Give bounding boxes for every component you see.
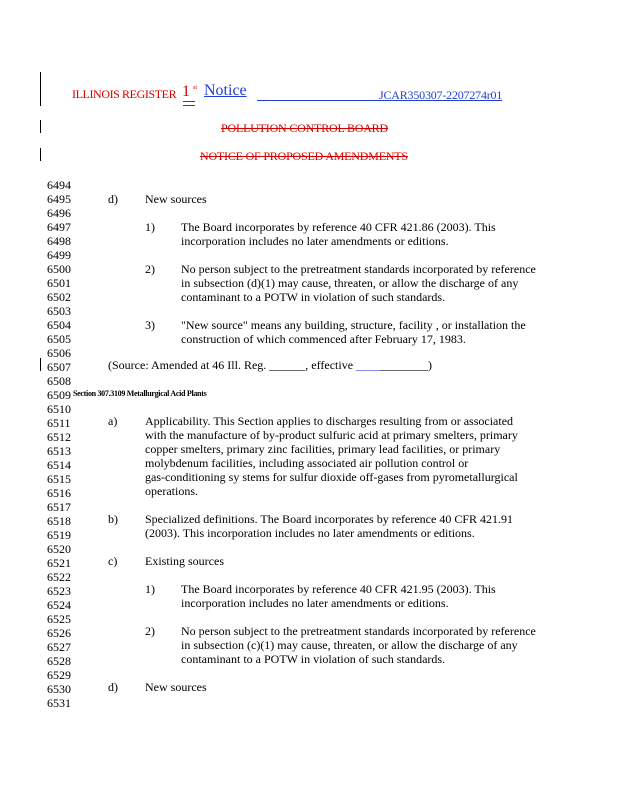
subsection-title: Existing sources — [145, 554, 224, 568]
document-id: JCAR350307-2207274r01 — [379, 88, 503, 102]
paragraph-line: molybdenum facilities, including associated air pollution control or — [145, 456, 469, 470]
line-number: 6517 — [47, 500, 71, 514]
paragraph-line: construction of which commenced after February 17, 1983. — [181, 332, 466, 346]
paragraph-line: Specialized definitions. The Board incorporates by reference 40 CFR 421.91 — [145, 512, 514, 526]
line-number: 6521 — [47, 556, 71, 570]
change-bar — [40, 358, 41, 371]
line-number: 6506 — [47, 346, 71, 360]
line-number: 6509 — [47, 388, 71, 402]
line-number: 6498 — [47, 234, 71, 248]
line-number: 6514 — [47, 458, 71, 472]
header-underline-mark — [183, 105, 195, 106]
line-number: 6518 — [47, 514, 71, 528]
paragraph-line: incorporation includes no later amendments or editions. — [181, 234, 449, 248]
line-number: 6512 — [47, 430, 71, 444]
paragraph-number: 2) — [145, 624, 155, 638]
line-number: 6502 — [47, 290, 71, 304]
agency-name: POLLUTION CONTROL BOARD — [221, 121, 388, 135]
paragraph-line: Applicability. This Section applies to discharges resulting from or associated — [145, 414, 514, 428]
paragraph-line: contaminant to a POTW in violation of such standards. — [181, 290, 446, 304]
notice-type: NOTICE OF PROPOSED AMENDMENTS — [200, 149, 408, 163]
line-number: 6500 — [47, 262, 71, 276]
line-number: 6523 — [47, 584, 71, 598]
line-number: 6496 — [47, 206, 71, 220]
paragraph-line: contaminant to a POTW in violation of such standards. — [181, 652, 446, 666]
subsection-label: d) — [108, 192, 118, 206]
line-number: 6524 — [47, 598, 71, 612]
paragraph-line: (2003). This incorporation includes no later amendments or editions. — [145, 526, 475, 540]
paragraph-number: 1) — [145, 220, 155, 234]
paragraph-number: 2) — [145, 262, 155, 276]
paragraph-line: No person subject to the pretreatment standards incorporated by reference — [181, 624, 536, 638]
line-number: 6519 — [47, 528, 71, 542]
subsection-title: New sources — [145, 192, 207, 206]
header-underline-mark — [183, 101, 195, 102]
line-number: 6526 — [47, 626, 71, 640]
subsection-label: d) — [108, 680, 118, 694]
paragraph-line: with the manufacture of by-product sulfuric acid at primary smelters, primary — [145, 428, 518, 442]
line-number: 6504 — [47, 318, 71, 332]
paragraph-number: 3) — [145, 318, 155, 332]
paragraph-line: operations. — [145, 484, 198, 498]
line-number: 6516 — [47, 486, 71, 500]
line-number: 6527 — [47, 640, 71, 654]
paragraph-line: The Board incorporates by reference 40 CFR 421.86 (2003). This — [181, 220, 496, 234]
subsection-label: a) — [108, 414, 118, 428]
paragraph-line: copper smelters, primary zinc facilities, primary lead facilities, or primary — [145, 442, 501, 456]
change-bar — [40, 72, 41, 106]
section-heading: Section 307.3109 Metallurgical Acid Plants — [73, 389, 207, 398]
paragraph-line: in subsection (c)(1) may cause, threaten, or allow the discharge of any — [181, 638, 518, 652]
notice-underline — [257, 100, 379, 101]
line-number: 6497 — [47, 220, 71, 234]
line-number: 6513 — [47, 444, 71, 458]
line-number: 6501 — [47, 276, 71, 290]
line-number: 6525 — [47, 612, 71, 626]
register-page-superscript: st — [193, 85, 198, 91]
line-number: 6529 — [47, 668, 71, 682]
line-number: 6511 — [47, 416, 71, 430]
paragraph-line: gas-conditioning sy stems for sulfur dioxide off-gases from pyrometallurgical — [145, 470, 518, 484]
line-number: 6522 — [47, 570, 71, 584]
paragraph-line: The Board incorporates by reference 40 CFR 421.95 (2003). This — [181, 582, 496, 596]
paragraph-line: in subsection (d)(1) may cause, threaten, or allow the discharge of any — [181, 276, 519, 290]
line-number: 6495 — [47, 192, 71, 206]
line-number: 6494 — [47, 178, 71, 192]
line-number: 6503 — [47, 304, 71, 318]
register-page-number: 1 — [182, 83, 190, 100]
line-number: 6530 — [47, 682, 71, 696]
source-note: (Source: Amended at 46 Ill. Reg. ______, effective ____________) — [108, 358, 433, 372]
line-number: 6520 — [47, 542, 71, 556]
line-number: 6507 — [47, 360, 71, 374]
change-bar — [40, 148, 41, 161]
change-bar — [40, 120, 41, 133]
subsection-label: b) — [108, 512, 118, 526]
paragraph-number: 1) — [145, 582, 155, 596]
line-number: 6499 — [47, 248, 71, 262]
line-number: 6505 — [47, 332, 71, 346]
notice-label: Notice — [204, 82, 247, 99]
paragraph-line: No person subject to the pretreatment standards incorporated by reference — [181, 262, 536, 276]
subsection-label: c) — [108, 554, 118, 568]
line-number: 6528 — [47, 654, 71, 668]
source-effective-blank: ____ — [356, 358, 381, 372]
line-number: 6510 — [47, 402, 71, 416]
subsection-title: New sources — [145, 680, 207, 694]
paragraph-line: "New source" means any building, structure, facility , or installation the — [181, 318, 526, 332]
line-number: 6515 — [47, 472, 71, 486]
paragraph-line: incorporation includes no later amendments or editions. — [181, 596, 449, 610]
line-number: 6508 — [47, 374, 71, 388]
register-title: ILLINOIS REGISTER — [72, 87, 177, 101]
line-number: 6531 — [47, 696, 71, 710]
